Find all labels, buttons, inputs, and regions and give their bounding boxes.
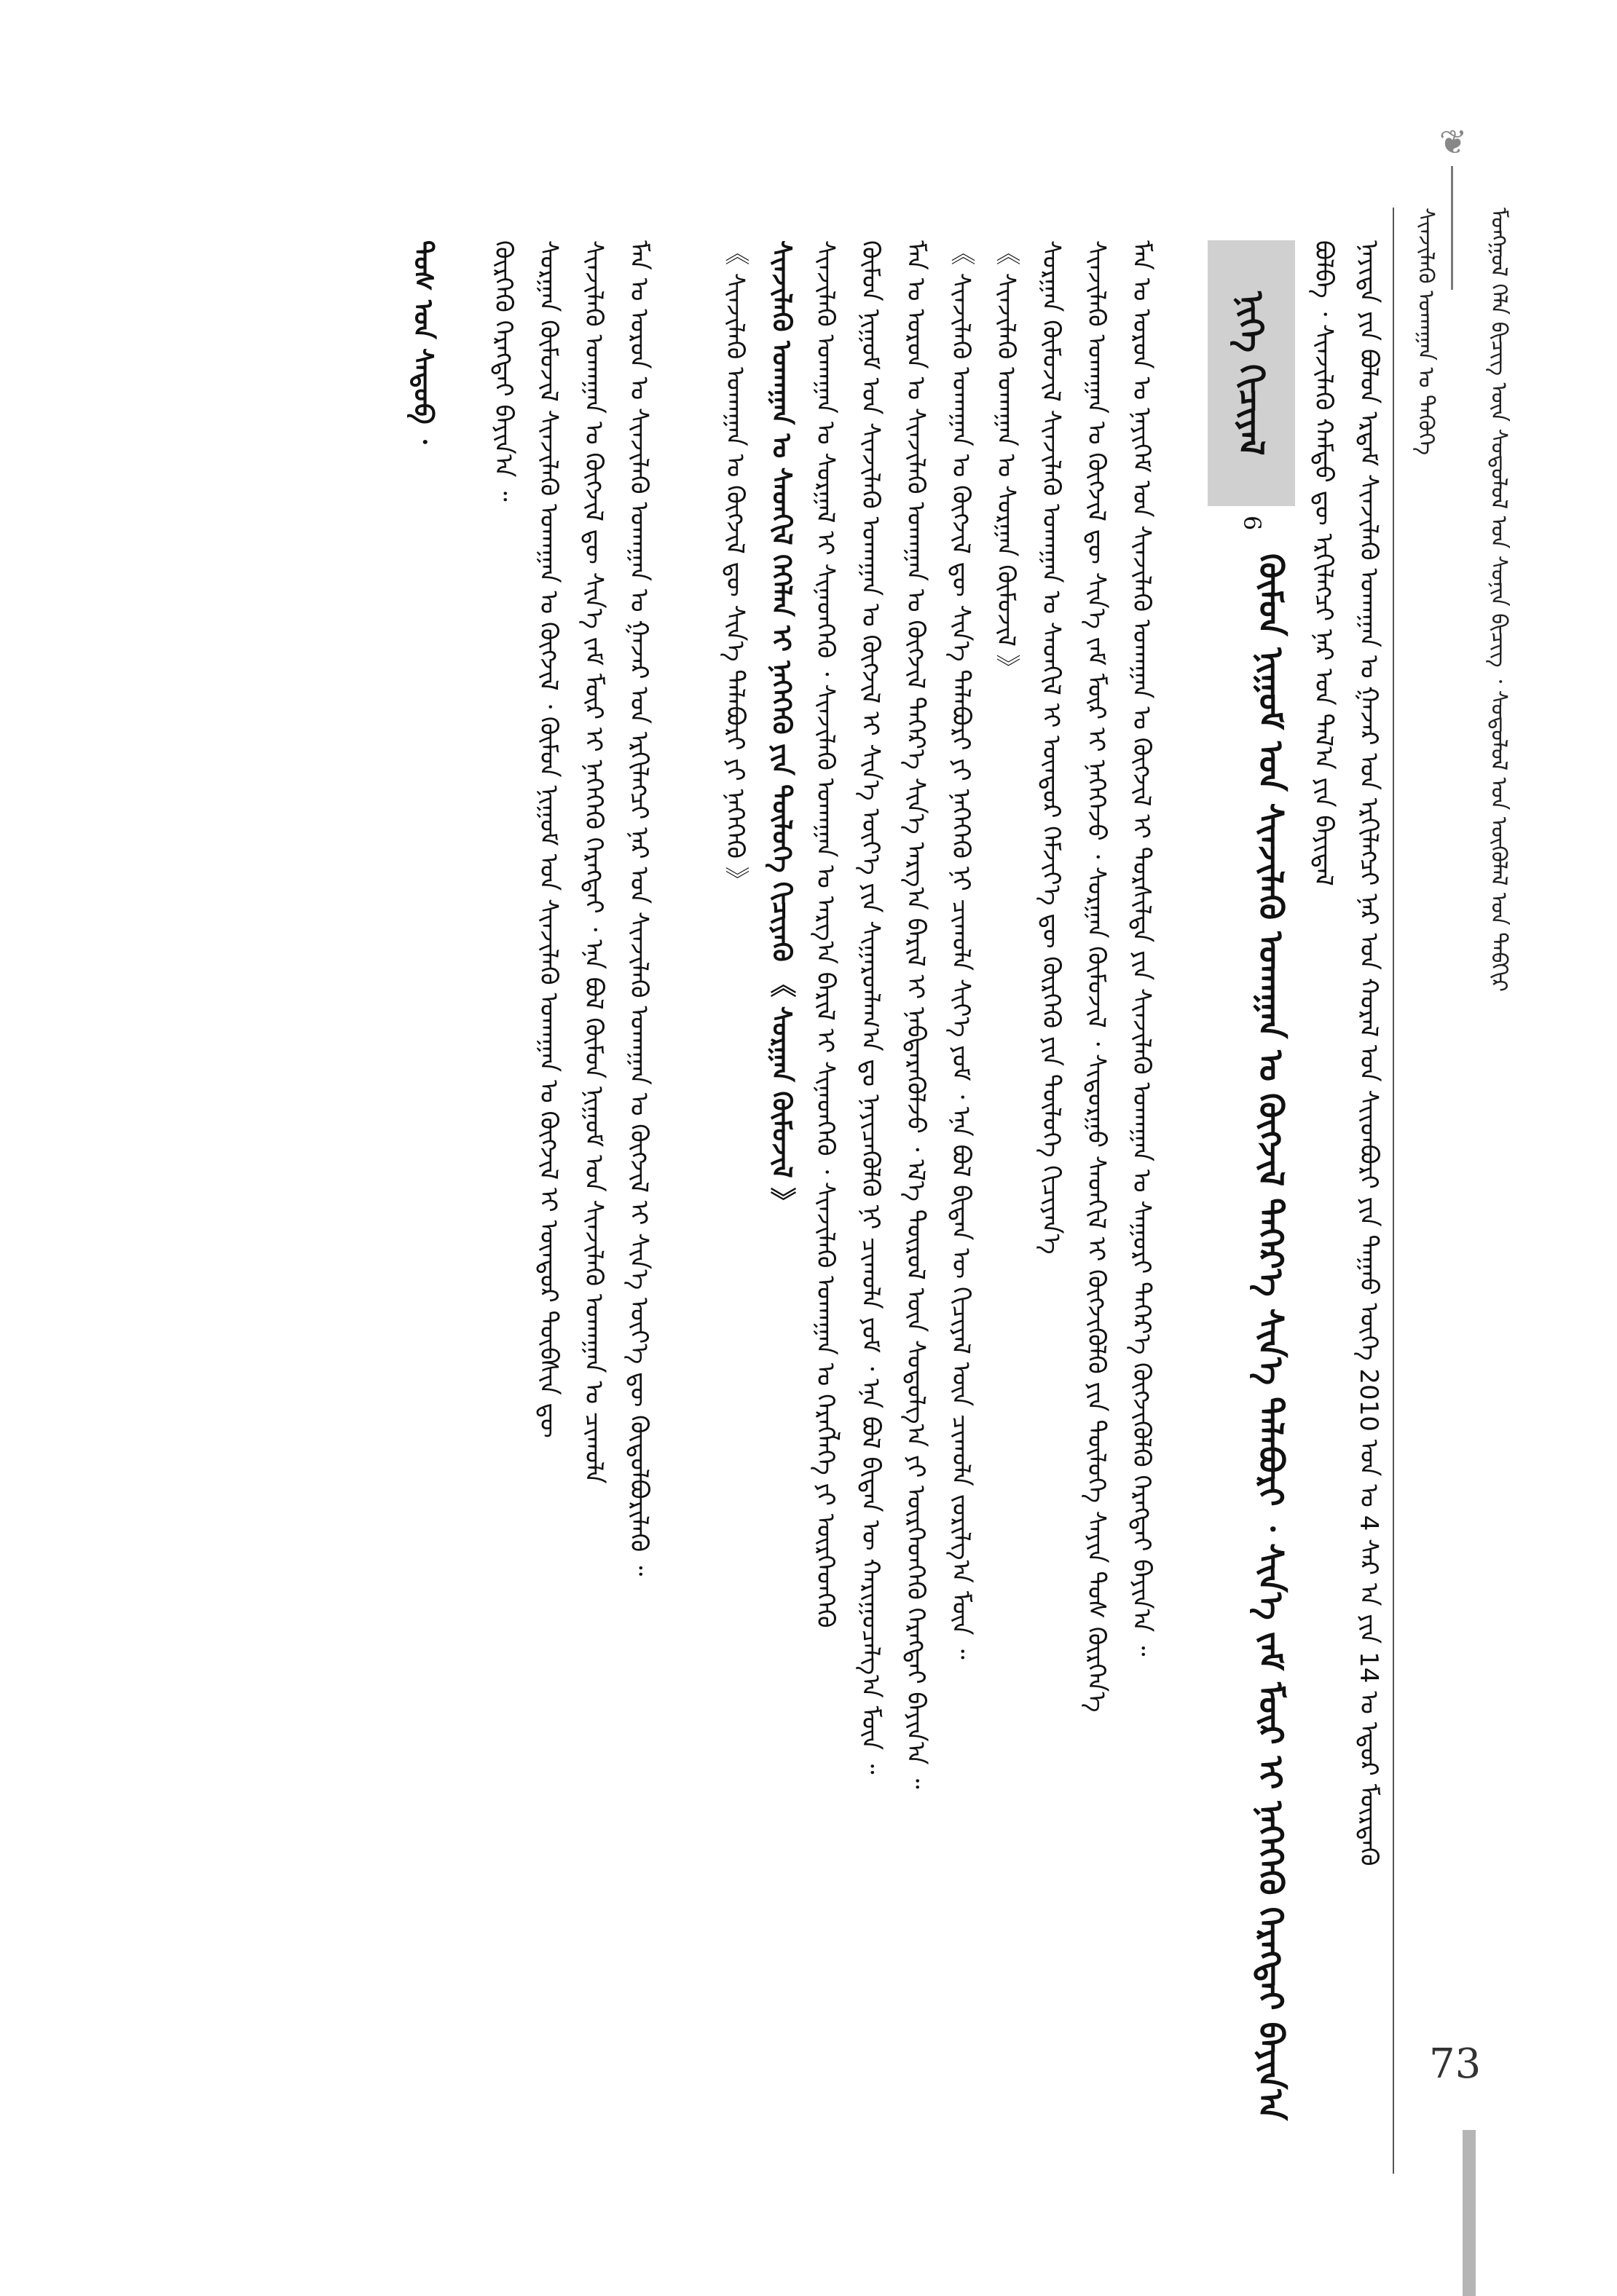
- section-label: ᠲᠤᠰ ᠤᠨ ᠰᠡᠳᠦᠪ ᠂: [408, 240, 438, 444]
- intro-line-1: ᠨᠡᠶᠢᠲᠡ ᠶᠢᠨ ᠪᠣᠯᠤᠨ ᠡᠷᠲᠡᠮ ᠰᠢᠨᠵᠢᠯᠡᠬᠦ ᠤᠬᠠᠭᠠᠨ ᠤ ᠭᠠᠵᠠᠷ ᠤᠨ ᠡᠷᠬᠢᠯᠡᠭᠴᠢ ᠨᠠᠷ ᠤᠨ ᠬᠤᠷᠠᠯ ᠤᠨ ᠰᠢᠢᠳᠪᠦᠷᠢ ᠶᠢᠨ ᠳᠠᠭᠠᠤ ᠦᠭᠡ 2010 ᠣᠨ ᠤ 4 ᠰᠠᠷ ᠠ ᠶᠢᠨ 14 ᠤ ᠡᠳᠦᠷ ᠮᠦᠷᠳᠡᠬᠦ: [1354, 240, 1383, 1866]
- page-edge-bar: [1463, 2130, 1476, 2296]
- paragraph-1-line-7: ᠬᠦᠮᠦᠨ ᠨᠢᠭᠤᠮ ᠤᠨ ᠰᠢᠨᠵᠢᠯᠡᠬᠦ ᠤᠬᠠᠭᠠᠨ ᠤ ᠬᠦᠭᠵᠢᠯ ᠢ ᠰᠢᠨ᠎ᠡ ᠦᠶ᠎ᠡ ᠶᠢᠨ ᠰᠢᠭᠠᠷᠳᠯᠠᠭ᠎ᠠ ᠳᠤ ᠨᠡᠶᠢᠴᠡᠭᠦᠯᠬᠦ ᠨᠢ ᠴᠢᠬᠤᠯᠠ ᠶᠤᠮ ᠂ ᠡᠨᠡ ᠪᠣᠯ ᠪᠢᠳᠡᠨ ᠦ ᠬᠠᠷᠢᠭᠤᠴᠠᠯᠭ᠎ᠠ ᠮᠥᠨ ᠃: [856, 240, 885, 1775]
- paragraph-1-line-4: 《 ᠰᠢᠨᠵᠢᠯᠡᠬᠦ ᠤᠬᠠᠭᠠᠨ ᠤ ᠰᠤᠷᠭᠠᠨ ᠬᠦᠮᠦᠵᠢᠯ 》: [991, 240, 1020, 679]
- header-rule: [1451, 166, 1453, 290]
- paragraph-1-line-10: 《 ᠰᠢᠨᠵᠢᠯᠡᠬᠦ ᠤᠬᠠᠭᠠᠨ ᠤ ᠬᠦᠭᠵᠢᠯ ᠳᠦ ᠰᠢᠨ᠎ᠡ ᠲᠡᠯᠡᠪᠦᠷᠢ ᠶᠢ ᠨᠡᠭᠡᠭᠡᠬᠦ 》: [720, 240, 750, 891]
- paragraph-1-line-1: ᠮᠠᠨ ᠤ ᠣᠷᠣᠨ ᠤ ᠨᠡᠶᠢᠭᠡᠮ ᠤᠨ ᠰᠢᠨᠵᠢᠯᠡᠬᠦ ᠤᠬᠠᠭᠠᠨ ᠤ ᠬᠦᠭᠵᠢᠯ ᠢ ᠲᠤᠷᠰᠢᠯᠲᠠ ᠶᠢᠨ ᠰᠢᠨᠵᠢᠯᠡᠬᠦ ᠤᠬᠠᠭᠠᠨ ᠤ ᠰᠠᠭᠤᠷᠢ ᠳᠡᠭᠡᠷ᠎ᠡ ᠬᠥᠭᠵᠢᠭᠦᠯᠬᠦ ᠬᠡᠷᠡᠭᠲᠡᠶ ᠪᠠᠶᠢᠨ᠎ᠠ ᠃: [1127, 240, 1156, 1657]
- paragraph-2-line-3: ᠰᠤᠷᠭᠠᠨ ᠬᠦᠮᠦᠵᠢᠯ ᠰᠢᠨᠵᠢᠯᠡᠬᠦ ᠤᠬᠠᠭᠠᠨ ᠤ ᠬᠦᠭᠵᠢᠯ ᠂ ᠬᠦᠮᠦᠨ ᠨᠢᠭᠤᠮ ᠤᠨ ᠰᠢᠨᠵᠢᠯᠡᠬᠦ ᠤᠬᠠᠭᠠᠨ ᠤ ᠬᠦᠭᠵᠢᠯ ᠢ ᠥᠨᠳᠦᠷ ᠲᠦᠪᠰᠢᠨ ᠳᠦ: [534, 240, 563, 1438]
- paragraph-2-line-1: ᠮᠠᠨ ᠤ ᠣᠷᠣᠨ ᠤ ᠰᠢᠨᠵᠢᠯᠡᠬᠦ ᠤᠬᠠᠭᠠᠨ ᠤ ᠭᠠᠵᠠᠷ ᠤᠨ ᠡᠷᠬᠢᠯᠡᠭᠴᠢ ᠨᠠᠷ ᠤᠨ ᠰᠢᠨᠵᠢᠯᠡᠬᠦ ᠤᠬᠠᠭᠠᠨ ᠤ ᠬᠦᠭᠵᠢᠯ ᠢ ᠰᠢᠨ᠎ᠡ ᠦᠶ᠎ᠡ ᠳᠦ ᠬᠥᠲᠥᠯᠪᠦᠷᠢᠯᠡᠬᠦ ᠃: [624, 240, 653, 1577]
- paragraph-1-line-8: ᠰᠢᠨᠵᠢᠯᠡᠬᠦ ᠤᠬᠠᠭᠠᠨ ᠤ ᠰᠤᠷᠭᠠᠯ ᠢ ᠰᠢᠨᠡᠳᠬᠡᠬᠦ ᠂ ᠰᠢᠨᠵᠢᠯᠡᠬᠦ ᠤᠬᠠᠭᠠᠨ ᠤ ᠠᠷᠭ᠎ᠠ ᠪᠠᠷᠢᠯ ᠢ ᠰᠢᠨᠡᠳᠬᠡᠬᠦ ᠂ ᠰᠢᠨᠵᠢᠯᠡᠬᠦ ᠤᠬᠠᠭᠠᠨ ᠤ ᠬᠡᠷᠡᠭᠯᠡᠭᠡ ᠶᠢ ᠥᠷᠭᠡᠳᠬᠡᠬᠦ: [811, 240, 840, 1628]
- paragraph-1-line-9: ᠰᠢᠨᠵᠢᠯᠡᠬᠦ ᠤᠬᠠᠭᠠᠨ ᠤ ᠰᠡᠳᠬᠢᠯ ᠭᠡᠭᠡᠯᠡᠨ ᠢ ᠨᠡᠭᠡᠭᠡᠬᠦ ᠶᠢᠨ ᠲᠥᠯᠥᠭᠡ ᠬᠢᠴᠢᠶᠡᠬᠦ 《 ᠰᠤᠷᠭᠠᠨ ᠬᠦᠮᠦᠵᠢᠯ 》: [766, 240, 796, 1214]
- paragraph-1-line-2: ᠰᠢᠨᠵᠢᠯᠡᠬᠦ ᠤᠬᠠᠭᠠᠨ ᠤ ᠬᠦᠭᠵᠢᠯ ᠳᠦ ᠰᠢᠨ᠎ᠡ ᠵᠠᠮ ᠮᠥᠷ ᠢ ᠨᠡᠭᠡᠭᠡᠵᠦ ᠂ ᠰᠤᠷᠭᠠᠨ ᠬᠥᠮᠦᠵᠢᠯ ᠂ ᠰᠢᠳᠤᠷᠭᠤ ᠰᠡᠳᠬᠢᠯ ᠢ ᠬᠥᠭᠵᠢᠭᠦᠯᠬᠦ ᠶᠢᠨ ᠲᠥᠯᠥᠭᠡ ᠰᠠᠶᠢᠨ ᠲᠤᠰ ᠬᠦᠷᠭᠡᠨ᠎ᠡ: [1082, 240, 1111, 1713]
- chapter-heading-label: ᠨᠢᠭᠡ ᠬᠢᠴᠢᠶᠡᠯ: [1232, 291, 1271, 456]
- chapter-heading-number: 6: [1238, 516, 1266, 531]
- intro-line-2: ᠪᠣᠯᠪᠠ ᠂ ᠰᠢᠨᠵᠢᠯᠡᠬᠦ ᠬᠠᠮᠲᠤ ᠳᠦ ᠡᠷᠬᠢᠯᠡᠭᠴᠢ ᠨᠠᠷ ᠤᠨ ᠲᠠᠯ᠎ᠠ ᠶᠢᠨ ᠪᠠᠶᠢᠳᠠᠯ: [1309, 240, 1338, 886]
- header-column-rule: [1393, 208, 1394, 2174]
- paragraph-2-line-2: ᠰᠢᠨᠵᠢᠯᠡᠬᠦ ᠤᠬᠠᠭᠠᠨ ᠤ ᠬᠦᠭᠵᠢᠯ ᠳᠦ ᠰᠢᠨ᠎ᠡ ᠵᠠᠮ ᠮᠥᠷ ᠢ ᠨᠡᠭᠡᠭᠡᠬᠦ ᠬᠡᠷᠡᠭᠲᠡᠶ ᠂ ᠡᠨᠡ ᠪᠣᠯ ᠬᠦᠮᠦᠨ ᠨᠢᠭᠤᠮ ᠤᠨ ᠰᠢᠨᠵᠢᠯᠡᠬᠦ ᠤᠬᠠᠭᠠᠨ ᠤ ᠴᠢᠬᠤᠯᠠ: [579, 240, 608, 1484]
- running-header-line-1: ᠮᠣᠩᠭᠤᠯ ᠬᠡᠯᠡ ᠪᠢᠴᠢᠭ ᠦᠨ ᠰᠤᠳᠤᠯᠤᠯ ᠤᠨ ᠰᠣᠨᠢᠨ ᠪᠢᠴᠢᠭ᠌ ᠂ ᠰᠤᠳᠤᠯᠤᠯ ᠤᠨ ᠥᠭᠦᠯᠡᠯ ᠤᠨ ᠲᠡᠪᠬᠢᠷ: [1486, 208, 1511, 993]
- paragraph-1-line-5: 《 ᠰᠢᠨᠵᠢᠯᠡᠬᠦ ᠤᠬᠠᠭᠠᠨ ᠤ ᠬᠦᠭᠵᠢᠯ ᠳᠦ ᠰᠢᠨ᠎ᠡ ᠲᠡᠯᠡᠪᠦᠷᠢ ᠶᠢ ᠨᠡᠭᠡᠭᠡᠬᠦ ᠨᠢ ᠴᠢᠬᠤᠯᠠ ᠰᠢᠶ᠎ᠡ ᠶᠤᠮ ᠂ ᠡᠨᠡ ᠪᠣᠯ ᠪᠢᠳᠡᠨ ᠦ ᠬᠢᠴᠢᠶᠡᠯ ᠦᠨ ᠴᠢᠬᠤᠯᠠ ᠵᠣᠷᠢᠯᠭ᠎ᠠ ᠮᠥᠨ ᠃: [946, 240, 975, 1660]
- paragraph-1-line-6: ᠮᠠᠨ ᠤ ᠣᠷᠣᠨ ᠤ ᠰᠢᠨᠵᠢᠯᠡᠬᠦ ᠤᠬᠠᠭᠠᠨ ᠤ ᠬᠦᠭᠵᠢᠯ ᠳᠡᠭᠡᠷ᠎ᠡ ᠰᠢᠨ᠎ᠡ ᠠᠷᠭ᠎ᠠ ᠪᠠᠷᠢᠯ ᠢ ᠨᠡᠪᠲᠡᠷᠡᠭᠦᠯᠵᠦ ᠂ ᠡᠯ᠎ᠡ ᠲᠥᠷᠦᠯ ᠦᠨ ᠰᠤᠳᠤᠯᠭ᠎ᠠ ᠶᠢ ᠥᠷᠭᠡᠳᠬᠡᠬᠦ ᠬᠡᠷᠡᠭᠲᠡᠶ ᠪᠠᠶᠢᠨ᠎ᠠ ᠃: [901, 240, 930, 1789]
- paragraph-1-line-3: ᠰᠤᠷᠭᠠᠨ ᠬᠦᠮᠦᠵᠢᠯ ᠰᠢᠨᠵᠢᠯᠡᠬᠦ ᠤᠬᠠᠭᠠᠨ ᠤ ᠰᠡᠳᠬᠢᠯ ᠢ ᠥᠨᠳᠦᠷ ᠬᠡᠮᠵᠢᠶ᠎ᠡ ᠳᠦ ᠬᠦᠷᠭᠡᠬᠦ ᠶᠢᠨ ᠲᠥᠯᠥᠭᠡ ᠬᠢᠴᠢᠶᠡᠨ᠎ᠡ: [1036, 240, 1066, 1255]
- ornament-icon: ❦: [1439, 122, 1468, 162]
- chapter-heading-box: [1208, 240, 1295, 506]
- running-header-line-2: ᠰᠢᠨᠵᠢᠯᠡᠬᠦ ᠤᠬᠠᠭᠠᠨ ᠤ ᠲᠡᠭᠦᠬᠡ: [1413, 208, 1439, 456]
- paragraph-2-line-4: ᠬᠦᠷᠭᠡᠬᠦ ᠬᠡᠷᠡᠭᠲᠡᠶ ᠪᠠᠶᠢᠨ᠎ᠠ ᠃: [489, 240, 518, 502]
- chapter-heading-text: ᠬᠦᠮᠦᠨ ᠨᠢᠭᠤᠮ ᠤᠨ ᠰᠢᠨᠵᠢᠯᠡᠬᠦ ᠤᠬᠠᠭᠠᠨ ᠤ ᠬᠦᠭᠵᠢᠯ ᠳᠡᠭᠡᠷ᠎ᠡ ᠰᠢᠨ᠎ᠡ ᠲᠡᠯᠡᠪᠦᠷᠢ ᠂ ᠰᠢᠨ᠎ᠡ ᠵᠠᠮ ᠮᠥᠷ ᠢ ᠨᠡᠭᠡᠭᠡᠬᠦ ᠬᠡᠷᠡᠭᠲᠡᠶ ᠪᠠᠶᠢᠨ᠎ᠠ: [1251, 553, 1291, 2121]
- page-number: 73: [1429, 2040, 1482, 2088]
